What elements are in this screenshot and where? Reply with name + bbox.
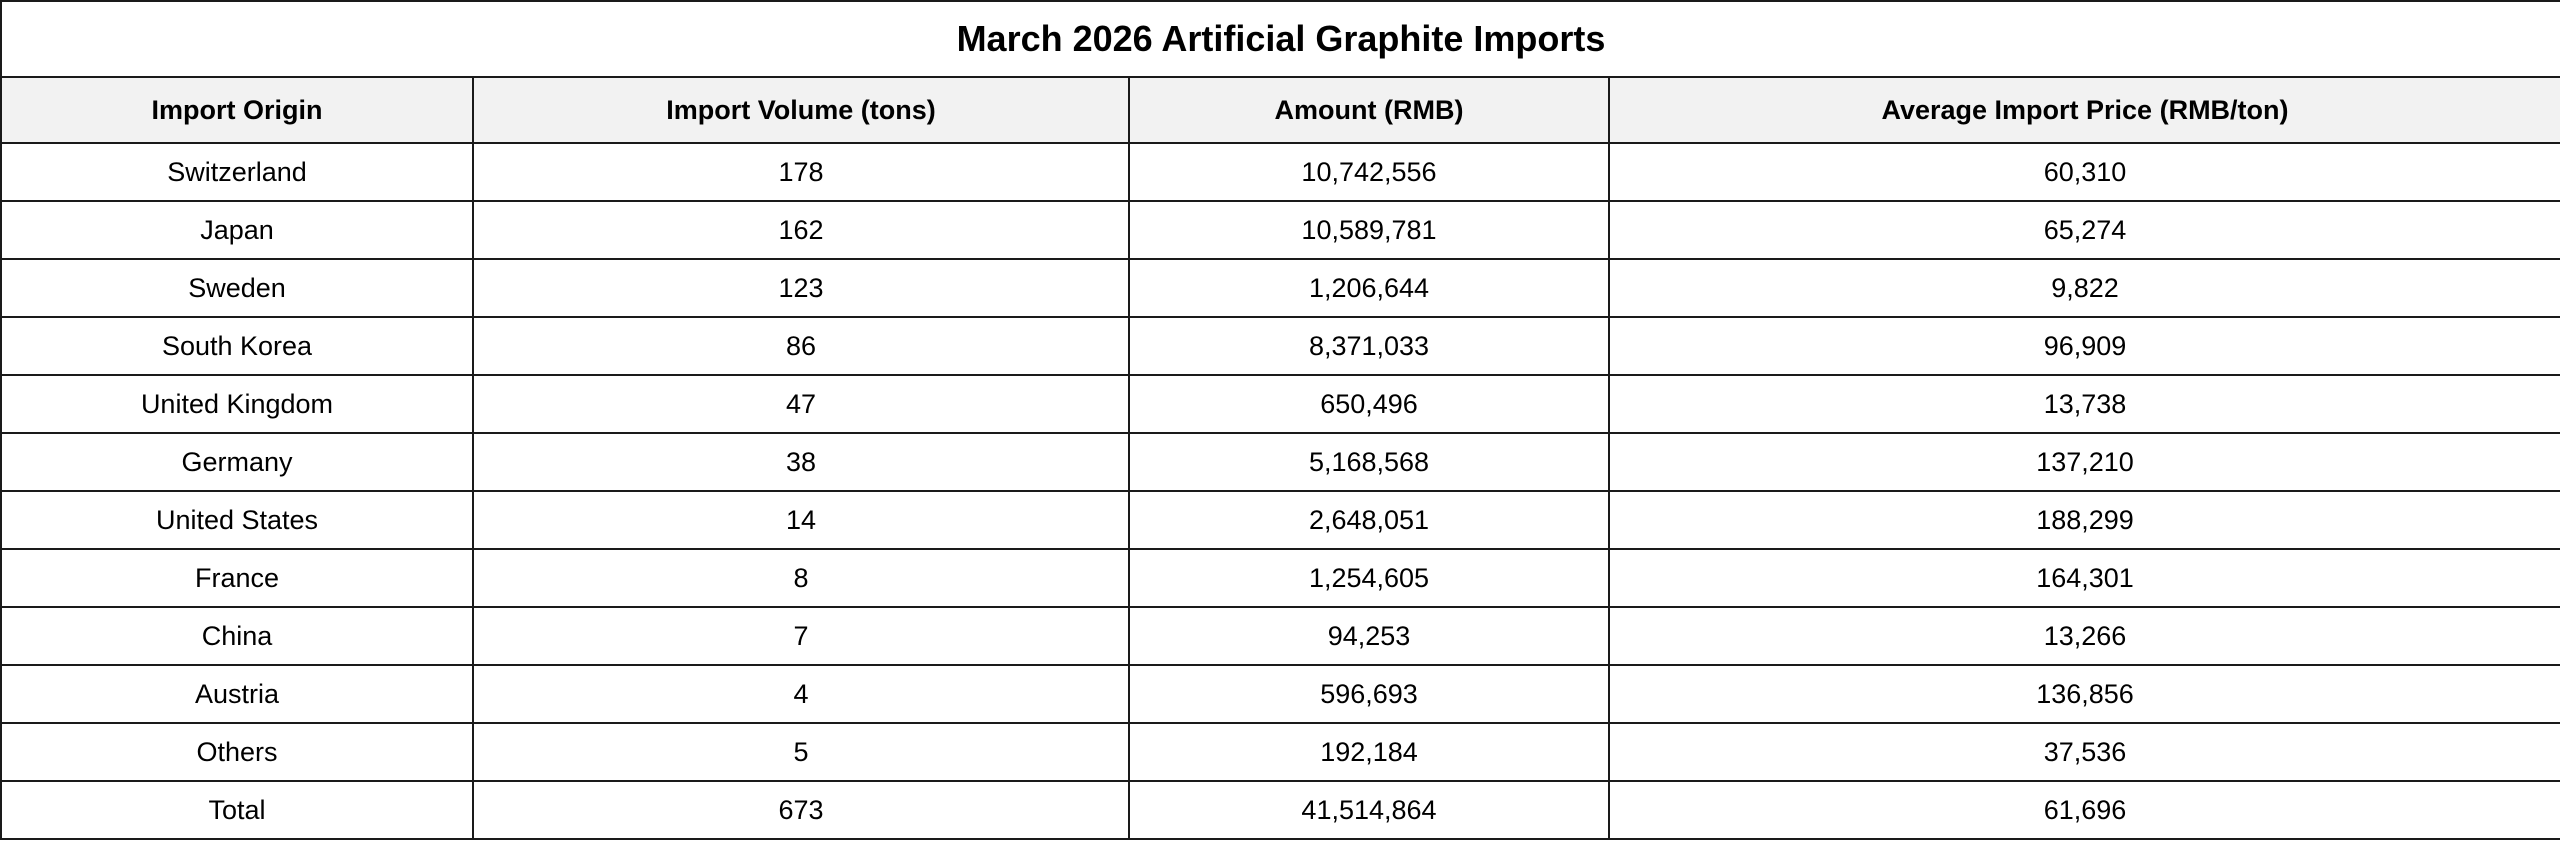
price-cell: 137,210	[1609, 433, 2560, 491]
amount-cell: 8,371,033	[1129, 317, 1609, 375]
origin-cell: United States	[1, 491, 473, 549]
amount-cell: 2,648,051	[1129, 491, 1609, 549]
table-row	[1, 491, 2560, 549]
total-volume-cell: 673	[473, 781, 1129, 839]
volume-cell: 86	[473, 317, 1129, 375]
volume-cell: 47	[473, 375, 1129, 433]
amount-cell: 192,184	[1129, 723, 1609, 781]
volume-cell: 5	[473, 723, 1129, 781]
price-cell: 188,299	[1609, 491, 2560, 549]
table-row	[1, 607, 2560, 665]
price-cell: 13,266	[1609, 607, 2560, 665]
amount-cell: 1,206,644	[1129, 259, 1609, 317]
price-cell: 13,738	[1609, 375, 2560, 433]
amount-cell: 5,168,568	[1129, 433, 1609, 491]
table-row	[1, 665, 2560, 723]
price-cell: 60,310	[1609, 143, 2560, 201]
volume-cell: 178	[473, 143, 1129, 201]
origin-cell: United Kingdom	[1, 375, 473, 433]
origin-cell: Sweden	[1, 259, 473, 317]
volume-cell: 123	[473, 259, 1129, 317]
volume-cell: 14	[473, 491, 1129, 549]
price-cell: 96,909	[1609, 317, 2560, 375]
price-cell: 9,822	[1609, 259, 2560, 317]
origin-cell: South Korea	[1, 317, 473, 375]
price-cell: 37,536	[1609, 723, 2560, 781]
volume-cell: 162	[473, 201, 1129, 259]
amount-cell: 596,693	[1129, 665, 1609, 723]
total-price-cell: 61,696	[1609, 781, 2560, 839]
table-row	[1, 143, 2560, 201]
price-cell: 164,301	[1609, 549, 2560, 607]
amount-cell: 10,742,556	[1129, 143, 1609, 201]
column-header: Amount (RMB)	[1129, 77, 1609, 143]
volume-cell: 7	[473, 607, 1129, 665]
origin-cell: Switzerland	[1, 143, 473, 201]
title-row	[1, 1, 2560, 77]
table-row	[1, 375, 2560, 433]
table-row	[1, 433, 2560, 491]
origin-cell: Germany	[1, 433, 473, 491]
amount-cell: 94,253	[1129, 607, 1609, 665]
column-header: Import Origin	[1, 77, 473, 143]
amount-cell: 10,589,781	[1129, 201, 1609, 259]
total-amount-cell: 41,514,864	[1129, 781, 1609, 839]
table-row	[1, 259, 2560, 317]
table-row	[1, 549, 2560, 607]
origin-cell: Austria	[1, 665, 473, 723]
origin-cell: China	[1, 607, 473, 665]
table-row	[1, 201, 2560, 259]
table-title: March 2026 Artificial Graphite Imports	[1, 1, 2560, 77]
volume-cell: 38	[473, 433, 1129, 491]
table-row	[1, 723, 2560, 781]
column-header: Import Volume (tons)	[473, 77, 1129, 143]
origin-cell: Others	[1, 723, 473, 781]
total-origin-cell: Total	[1, 781, 473, 839]
volume-cell: 4	[473, 665, 1129, 723]
price-cell: 65,274	[1609, 201, 2560, 259]
volume-cell: 8	[473, 549, 1129, 607]
origin-cell: Japan	[1, 201, 473, 259]
origin-cell: France	[1, 549, 473, 607]
column-header: Average Import Price (RMB/ton)	[1609, 77, 2560, 143]
amount-cell: 1,254,605	[1129, 549, 1609, 607]
amount-cell: 650,496	[1129, 375, 1609, 433]
header-row	[1, 77, 2560, 143]
table-row	[1, 317, 2560, 375]
total-row	[1, 781, 2560, 839]
price-cell: 136,856	[1609, 665, 2560, 723]
